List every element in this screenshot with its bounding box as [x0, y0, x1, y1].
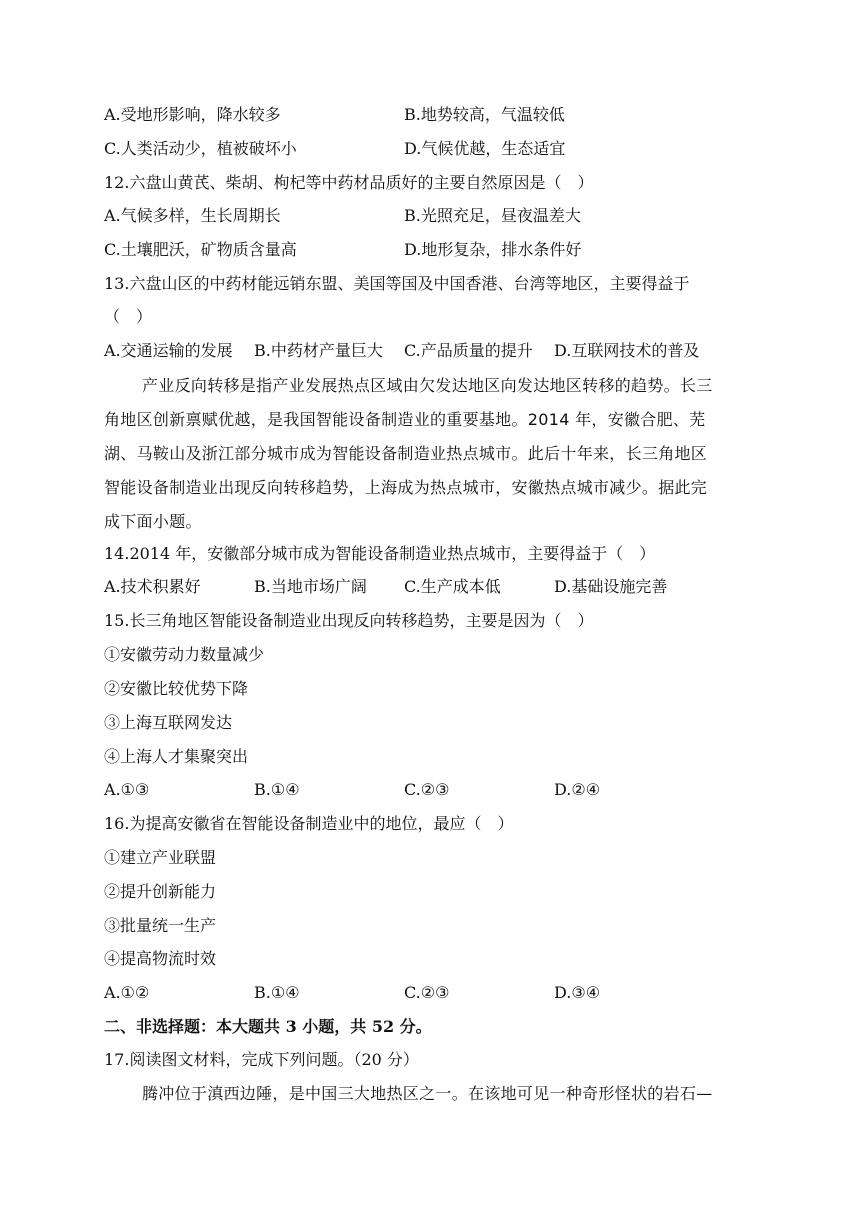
q13-option-a: A.交通运输的发展 — [104, 341, 233, 360]
q12-stem: 12.六盘山黄芪、柴胡、枸杞等中药材品质好的主要自然原因是（ ） — [104, 173, 594, 192]
q16-item-3: ③批量统一生产 — [104, 916, 217, 935]
q15-item-2: ②安徽比较优势下降 — [104, 679, 249, 698]
q14-option-d: D.基础设施完善 — [554, 577, 668, 596]
q12-option-a: A.气候多样，生长周期长 — [104, 206, 281, 225]
q15-item-3: ③上海互联网发达 — [104, 713, 233, 732]
q12-option-b: B.光照充足，昼夜温差大 — [404, 206, 581, 225]
q13-option-c: C.产品质量的提升 — [404, 341, 533, 360]
q14-option-c: C.生产成本低 — [404, 577, 501, 596]
q16-item-4: ④提高物流时效 — [104, 949, 217, 968]
q16-option-d: D.③④ — [554, 983, 601, 1002]
q12-option-c: C.土壤肥沃，矿物质含量高 — [104, 240, 297, 259]
q15-option-a: A.①③ — [104, 780, 150, 799]
q16-item-1: ①建立产业联盟 — [104, 848, 217, 867]
q14-option-b: B.当地市场广阔 — [254, 577, 367, 596]
q15-stem: 15.长三角地区智能设备制造业出现反向转移趋势，主要是因为（ ） — [104, 611, 594, 630]
q17-passage — [104, 1077, 760, 1111]
q16-stem: 16.为提高安徽省在智能设备制造业中的地位，最应（ ） — [104, 814, 514, 833]
q17-stem: 17.阅读图文材料，完成下列问题。（20 分） — [104, 1050, 419, 1069]
q11-option-a: A.受地形影响，降水较多 — [104, 105, 281, 124]
q13-option-d: D.互联网技术的普及 — [554, 341, 700, 360]
q15-option-c: C.②③ — [404, 780, 450, 799]
passage-line: 湖、马鞍山及浙江部分城市成为智能设备制造业热点城市。此后十年来，长三角地区 — [104, 444, 708, 463]
passage-line: 角地区创新禀赋优越，是我国智能设备制造业的重要基地。2014 年，安徽合肥、芜 — [104, 410, 706, 429]
q13-stem-line2: （ ） — [104, 307, 153, 326]
q16-option-b: B.①④ — [254, 983, 300, 1002]
q15-item-1: ①安徽劳动力数量减少 — [104, 645, 265, 664]
passage-line: 智能设备制造业出现反向转移趋势，上海成为热点城市，安徽热点城市减少。据此完 — [104, 478, 708, 497]
q13-option-b: B.中药材产量巨大 — [254, 341, 383, 360]
q15-item-4: ④上海人才集聚突出 — [104, 747, 249, 766]
q13-stem-line1: 13.六盘山区的中药材能远销东盟、美国等国及中国香港、台湾等地区，主要得益于 — [104, 274, 690, 293]
q15-option-b: B.①④ — [254, 780, 300, 799]
q12-option-d: D.地形复杂，排水条件好 — [404, 240, 582, 259]
q15-option-d: D.②④ — [554, 780, 601, 799]
passage-line: 腾冲位于滇西边陲，是中国三大地热区之一。在该地可见一种奇形怪状的岩石— — [142, 1084, 713, 1103]
q11-option-b: B.地势较高，气温较低 — [404, 105, 565, 124]
q11-option-c: C.人类活动少，植被破坏小 — [104, 139, 297, 158]
passage-line: 成下面小题。 — [104, 512, 202, 531]
q16-option-c: C.②③ — [404, 983, 450, 1002]
q14-option-a: A.技术积累好 — [104, 577, 201, 596]
industry-transfer-passage — [104, 369, 760, 539]
section-heading: 二、非选择题：本大题共 3 小题，共 52 分。 — [104, 1017, 432, 1036]
passage-line: 产业反向转移是指产业发展热点区域由欠发达地区向发达地区转移的趋势。长三 — [142, 376, 713, 395]
q16-option-a: A.①② — [104, 983, 150, 1002]
q11-option-d: D.气候优越，生态适宜 — [404, 139, 566, 158]
q16-item-2: ②提升创新能力 — [104, 882, 217, 901]
q14-stem: 14.2014 年，安徽部分城市成为智能设备制造业热点城市，主要得益于（ ） — [104, 544, 656, 563]
